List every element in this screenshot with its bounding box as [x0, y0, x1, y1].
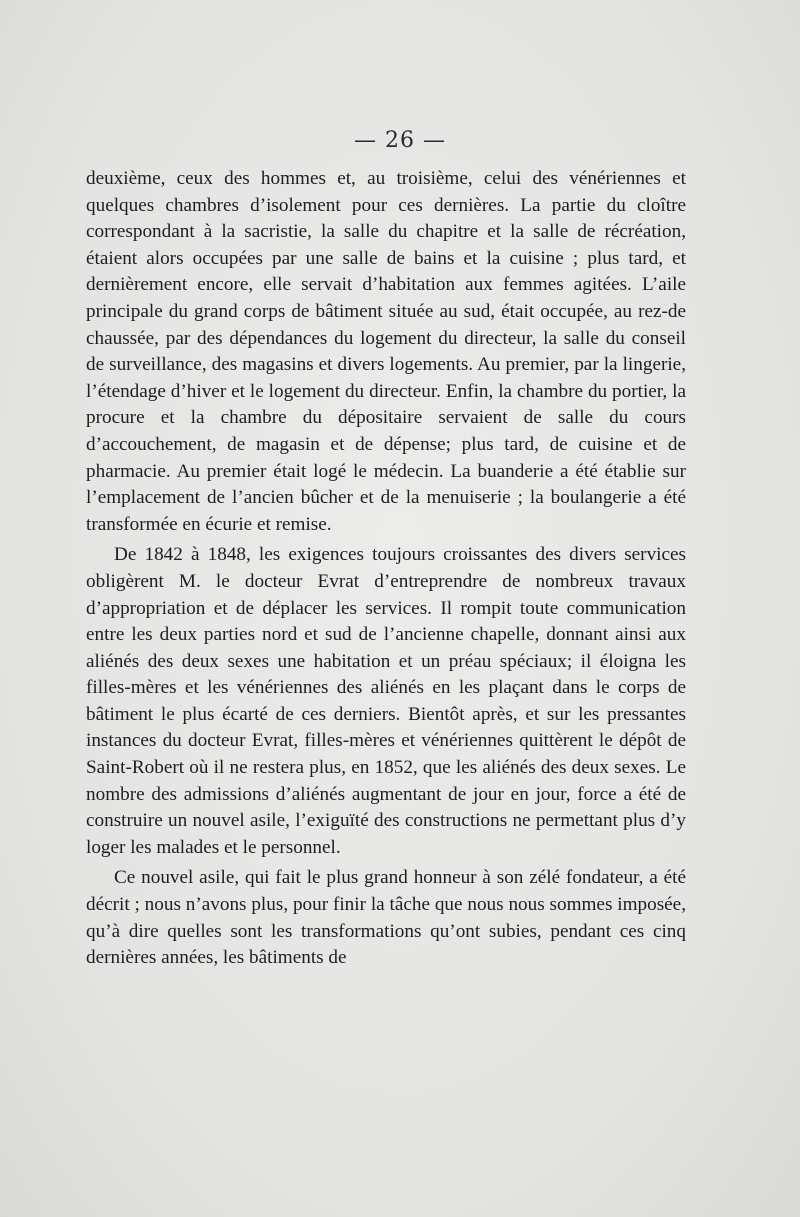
body-text	[86, 166, 686, 972]
paragraph-2: De 1842 à 1848, les exigences toujours croissantes des divers services obligèrent M. le docteur Evrat d’entreprendre de nombreux travaux d’appropriation et de déplacer les services. Il rompit toute communication entre les deux parties nord et sud de l’ancienne chapelle, donnant ainsi aux aliénés des deux sexes une habitation et un préau spéciaux; il éloigna les filles-mères et les vénériennes des aliénés en les plaçant dans le corps de bâtiment le plus écarté de ces derniers. Bientôt après, et sur les pressantes instances du docteur Evrat, filles-mères et vénériennes quittèrent le dépôt de Saint-Robert où il ne restera plus, en 1852, que les aliénés des deux sexes. Le nombre des admissions d’aliénés augmentant de jour en jour, force a été de construire un nouvel asile, l’exiguïté des constructions ne permettant plus d’y loger les malades et le personnel.	[86, 544, 686, 858]
paragraph-3: Ce nouvel asile, qui fait le plus grand honneur à son zélé fondateur, a été décrit ; nous n’avons plus, pour finir la tâche que nous nous sommes imposée, qu’à dire quelles sont les transformations qu’ont subies, pendant ces cinq dernières années, les bâtiments de	[86, 867, 686, 969]
paragraph-1: deuxième, ceux des hommes et, au troisième, celui des vénériennes et quelques chambres d’isolement pour ces dernières. La partie du cloître correspondant à la sacristie, la salle du chapitre et la salle de récréation, étaient alors occupées par une salle de bains et la cuisine ; plus tard, et dernièrement encore, elle servait d’habitation aux femmes agitées. L’aile principale du grand corps de bâtiment située au sud, était occupée, au rez-de chaussée, par des dépendances du logement du directeur, la salle du conseil de surveillance, des magasins et divers logements. Au premier, par la lingerie, l’étendage d’hiver et le logement du directeur. Enfin, la chambre du portier, la procure et la chambre du dépositaire servaient de salle du cours d’accouchement, de magasin et de dépense; plus tard, de cuisine et de pharmacie. Au premier était logé le médecin. La buanderie a été établie sur l’emplacement de l’ancien bûcher et de la menuiserie ; la boulangerie a été transformée en écurie et remise.	[86, 168, 686, 535]
page-number: — 26 —	[354, 128, 446, 153]
